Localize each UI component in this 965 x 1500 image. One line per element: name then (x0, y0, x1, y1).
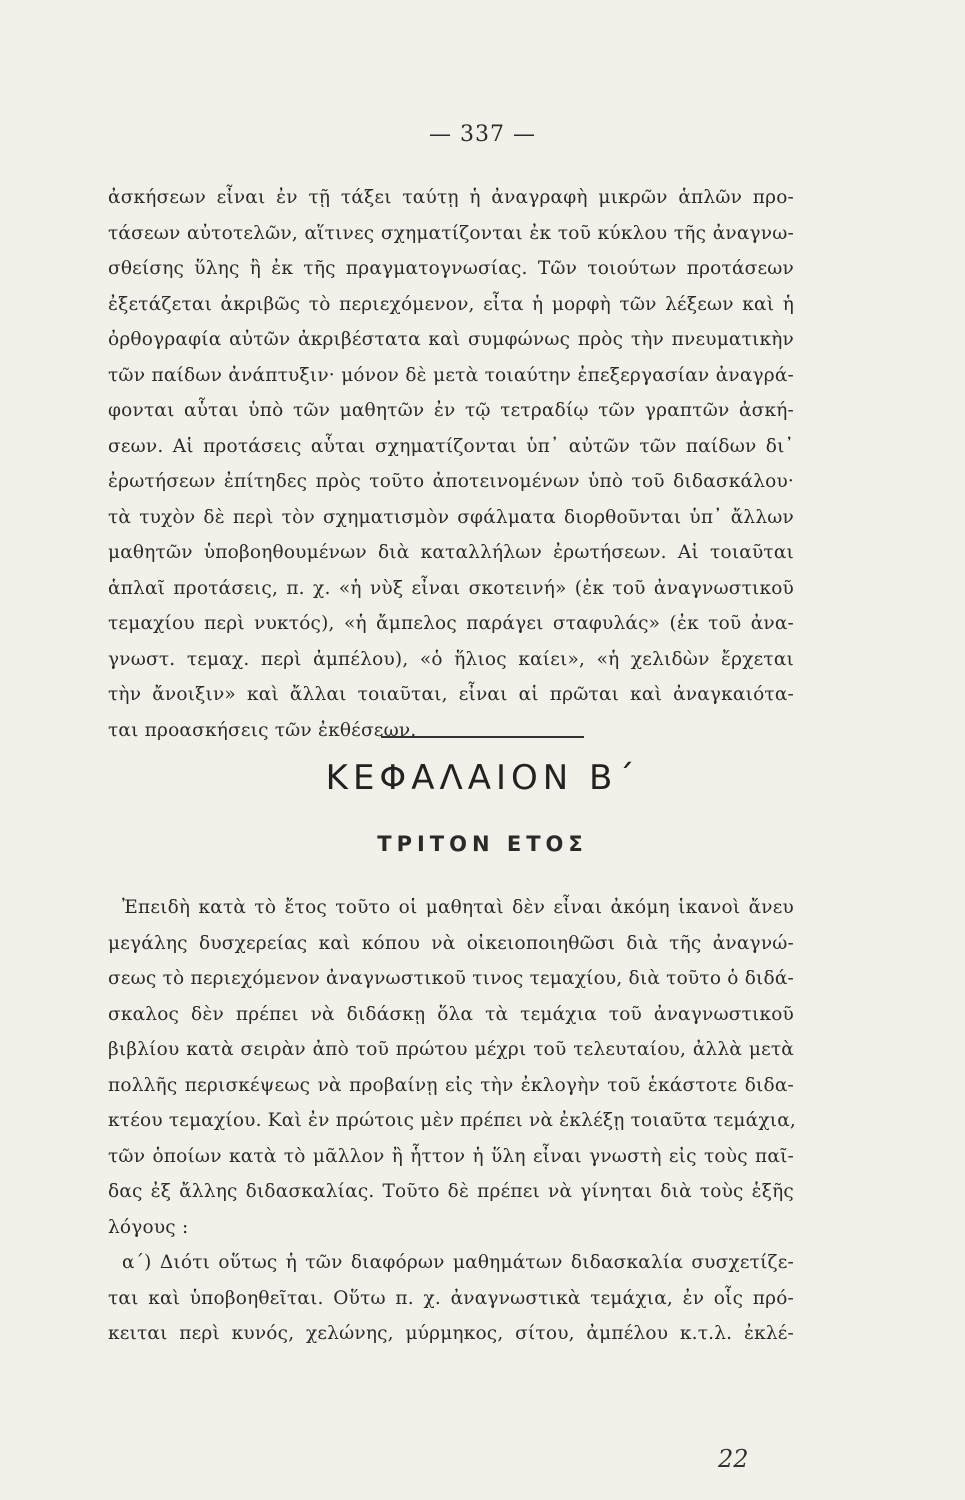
text-line: ὀρθογραφία αὐτῶν ἀκριβέστατα καὶ συμφώνως πρὸς τὴν πνευματικὴν (108, 329, 794, 350)
text-line: πολλῆς περισκέψεως νὰ προβαίνῃ εἰς τὴν ἐκλογὴν τοῦ ἑκάστοτε διδα- (108, 1074, 794, 1096)
text-line: τεμαχίου περὶ νυκτός), «ἡ ἄμπελος παράγει σταφυλάς» (ἐκ τοῦ ἀνα- (108, 613, 794, 634)
text-line: σεως τὸ περιεχόμενον ἀναγνωστικοῦ τινος τεμαχίου, διὰ τοῦτο ὁ διδά- (108, 968, 794, 989)
text-line: α΄) Διότι οὕτως ἡ τῶν διαφόρων μαθημάτων διδασκαλία συσχετίζε- (122, 1252, 794, 1273)
text-line: ἐξετάζεται ἀκριβῶς τὸ περιεχόμενον, εἶτα ἡ μορφὴ τῶν λέξεων καὶ ἡ (108, 293, 794, 315)
text-line: ἁπλαῖ προτάσεις, π. χ. «ἡ νὺξ εἶναι σκοτεινή» (ἐκ τοῦ ἀναγνωστικοῦ (108, 577, 794, 599)
text-line: Ἐπειδὴ κατὰ τὸ ἔτος τοῦτο οἱ μαθηταὶ δὲν εἶναι ἀκόμη ἱκανοὶ ἄνευ (122, 897, 794, 918)
section-divider (381, 736, 584, 738)
signature-mark: 22 (718, 1445, 749, 1473)
text-line: δας ἐξ ἄλλης διδασκαλίας. Τοῦτο δὲ πρέπει νὰ γίνηται διὰ τοὺς ἑξῆς (108, 1181, 794, 1202)
text-line: τῶν παίδων ἀνάπτυξιν· μόνον δὲ μετὰ τοιαύτην ἐπεξεργασίαν ἀναγρά- (108, 364, 794, 386)
text-line: βιβλίου κατὰ σειρὰν ἀπὸ τοῦ πρώτου μέχρι τοῦ τελευταίου, ἀλλὰ μετὰ (108, 1039, 794, 1060)
text-line: τὴν ἄνοιξιν» καὶ ἄλλαι τοιαῦται, εἶναι αἱ πρῶται καὶ ἀναγκαιότα- (108, 684, 794, 705)
chapter-title: ΚΕΦΑΛΑΙΟΝ Β΄ (325, 758, 640, 798)
paragraph-1 (108, 180, 794, 748)
text-line: φονται αὗται ὑπὸ τῶν μαθητῶν ἐν τῷ τετραδίῳ τῶν γραπτῶν ἀσκή- (108, 400, 794, 421)
text-line: τὰ τυχὸν δὲ περὶ τὸν σχηματισμὸν σφάλματα διορθοῦνται ὑπ᾽ ἄλλων (108, 506, 794, 528)
text-line: τῶν ὁποίων κατὰ τὸ μᾶλλον ἢ ἧττον ἡ ὕλη εἶναι γνωστὴ εἰς τοὺς παῖ- (108, 1145, 794, 1167)
text-line: ἀσκήσεων εἶναι ἐν τῇ τάξει ταύτῃ ἡ ἀναγραφὴ μικρῶν ἁπλῶν προ- (108, 187, 794, 208)
text-line: ἐρωτήσεων ἐπίτηδες πρὸς τοῦτο ἀποτεινομένων ὑπὸ τοῦ διδασκάλου· (108, 471, 794, 492)
text-line: τάσεων αὐτοτελῶν, αἵτινες σχηματίζονται ἐκ τοῦ κύκλου τῆς ἀναγνω- (108, 222, 794, 244)
text-line: κειται περὶ κυνός, χελώνης, μύρμηκος, σίτου, ἀμπέλου κ.τ.λ. ἐκλέ- (108, 1323, 794, 1344)
text-line: ται προασκήσεις τῶν ἐκθέσεων. (108, 719, 417, 741)
page-number: — 337 — (429, 122, 536, 147)
text-line: γνωστ. τεμαχ. περὶ ἀμπέλου), «ὁ ἥλιος καίει», «ἡ χελιδὼν ἔρχεται (108, 648, 794, 670)
text-line: ται καὶ ὑποβοηθεῖται. Οὕτω π. χ. ἀναγνωστικὰ τεμάχια, ἐν οἷς πρό- (108, 1287, 794, 1309)
section-title: ΤΡΙΤΟΝ ΕΤΟΣ (377, 832, 588, 856)
text-line: μαθητῶν ὑποβοηθουμένων διὰ καταλλήλων ἐρωτήσεων. Αἱ τοιαῦται (108, 542, 794, 563)
text-line: σκαλος δὲν πρέπει νὰ διδάσκῃ ὅλα τὰ τεμάχια τοῦ ἀναγνωστικοῦ (108, 1003, 794, 1025)
text-line: σεων. Αἱ προτάσεις αὗται σχηματίζονται ὑπ᾽ αὐτῶν τῶν παίδων δι᾽ (108, 435, 794, 457)
text-line: λόγους : (108, 1216, 189, 1238)
text-line: σθείσης ὕλης ἢ ἐκ τῆς πραγματογνωσίας. Τῶν τοιούτων προτάσεων (108, 258, 794, 279)
paragraph-2 (108, 890, 794, 1352)
text-line: κτέου τεμαχίου. Καὶ ἐν πρώτοις μὲν πρέπει νὰ ἐκλέξῃ τοιαῦτα τεμάχια, (108, 1110, 796, 1131)
text-line: μεγάλης δυσχερείας καὶ κόπου νὰ οἰκειοποιηθῶσι διὰ τῆς ἀναγνώ- (108, 932, 794, 954)
